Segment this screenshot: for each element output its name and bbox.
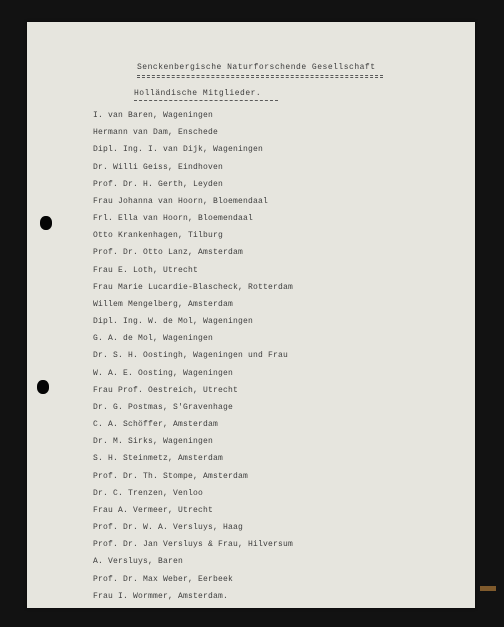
member-entry: Prof. Dr. Otto Lanz, Amsterdam	[93, 248, 244, 258]
member-entry: Frau E. Loth, Utrecht	[93, 265, 199, 275]
member-entry: Willem Mengelberg, Amsterdam	[93, 299, 234, 309]
member-entry: Prof. Dr. W. A. Versluys, Haag	[93, 523, 244, 533]
society-header: Senckenbergische Naturforschende Gesellschaft	[137, 63, 376, 72]
member-list	[93, 107, 293, 605]
punch-hole	[37, 380, 49, 394]
member-entry: Frau Marie Lucardie-Blascheck, Rotterdam	[93, 282, 294, 292]
member-entry: Frau A. Vermeer, Utrecht	[93, 505, 214, 515]
member-entry: I. van Baren, Wageningen	[93, 111, 214, 120]
member-entry: Dipl. Ing. W. de Mol, Wageningen	[93, 317, 254, 327]
member-entry: Dr. C. Trenzen, Venloo	[93, 488, 204, 498]
member-entry: Otto Krankenhagen, Tilburg	[93, 231, 224, 241]
member-entry: Hermann van Dam, Enschede	[93, 128, 219, 138]
tape-strip	[480, 586, 496, 591]
punch-hole	[40, 216, 52, 230]
member-entry: Frau Prof. Oestreich, Utrecht	[93, 385, 239, 395]
member-entry: C. A. Schöffer, Amsterdam	[93, 420, 219, 430]
list-title: Holländische Mitglieder.	[134, 89, 262, 98]
member-entry: Dr. Willi Geiss, Eindhoven	[93, 162, 224, 172]
member-entry: Prof. Dr. Max Weber, Eerbeek	[93, 574, 234, 584]
member-entry: Dr. M. Sirks, Wageningen	[93, 437, 214, 447]
member-entry: Frau I. Wormmer, Amsterdam.	[93, 591, 229, 601]
member-entry: Prof. Dr. Th. Stompe, Amsterdam	[93, 471, 249, 481]
member-entry: Frl. Ella van Hoorn, Bloemendaal	[93, 214, 254, 224]
member-entry: Frau Johanna van Hoorn, Bloemendaal	[93, 196, 269, 206]
member-entry: W. A. E. Oosting, Wageningen	[93, 368, 234, 378]
member-entry: A. Versluys, Baren	[93, 557, 184, 567]
member-entry: G. A. de Mol, Wageningen	[93, 334, 214, 344]
member-entry: Dipl. Ing. I. van Dijk, Wageningen	[93, 145, 264, 155]
title-underline	[134, 100, 278, 101]
member-entry: Prof. Dr. H. Gerth, Leyden	[93, 179, 224, 189]
member-entry: Dr. S. H. Oostingh, Wageningen und Frau	[93, 351, 289, 361]
header-double-rule	[137, 75, 383, 78]
member-entry: S. H. Steinmetz, Amsterdam	[93, 454, 224, 464]
member-entry: Dr. G. Postmas, S'Gravenhage	[93, 402, 234, 412]
member-entry: Prof. Dr. Jan Versluys & Frau, Hilversum	[93, 540, 294, 550]
